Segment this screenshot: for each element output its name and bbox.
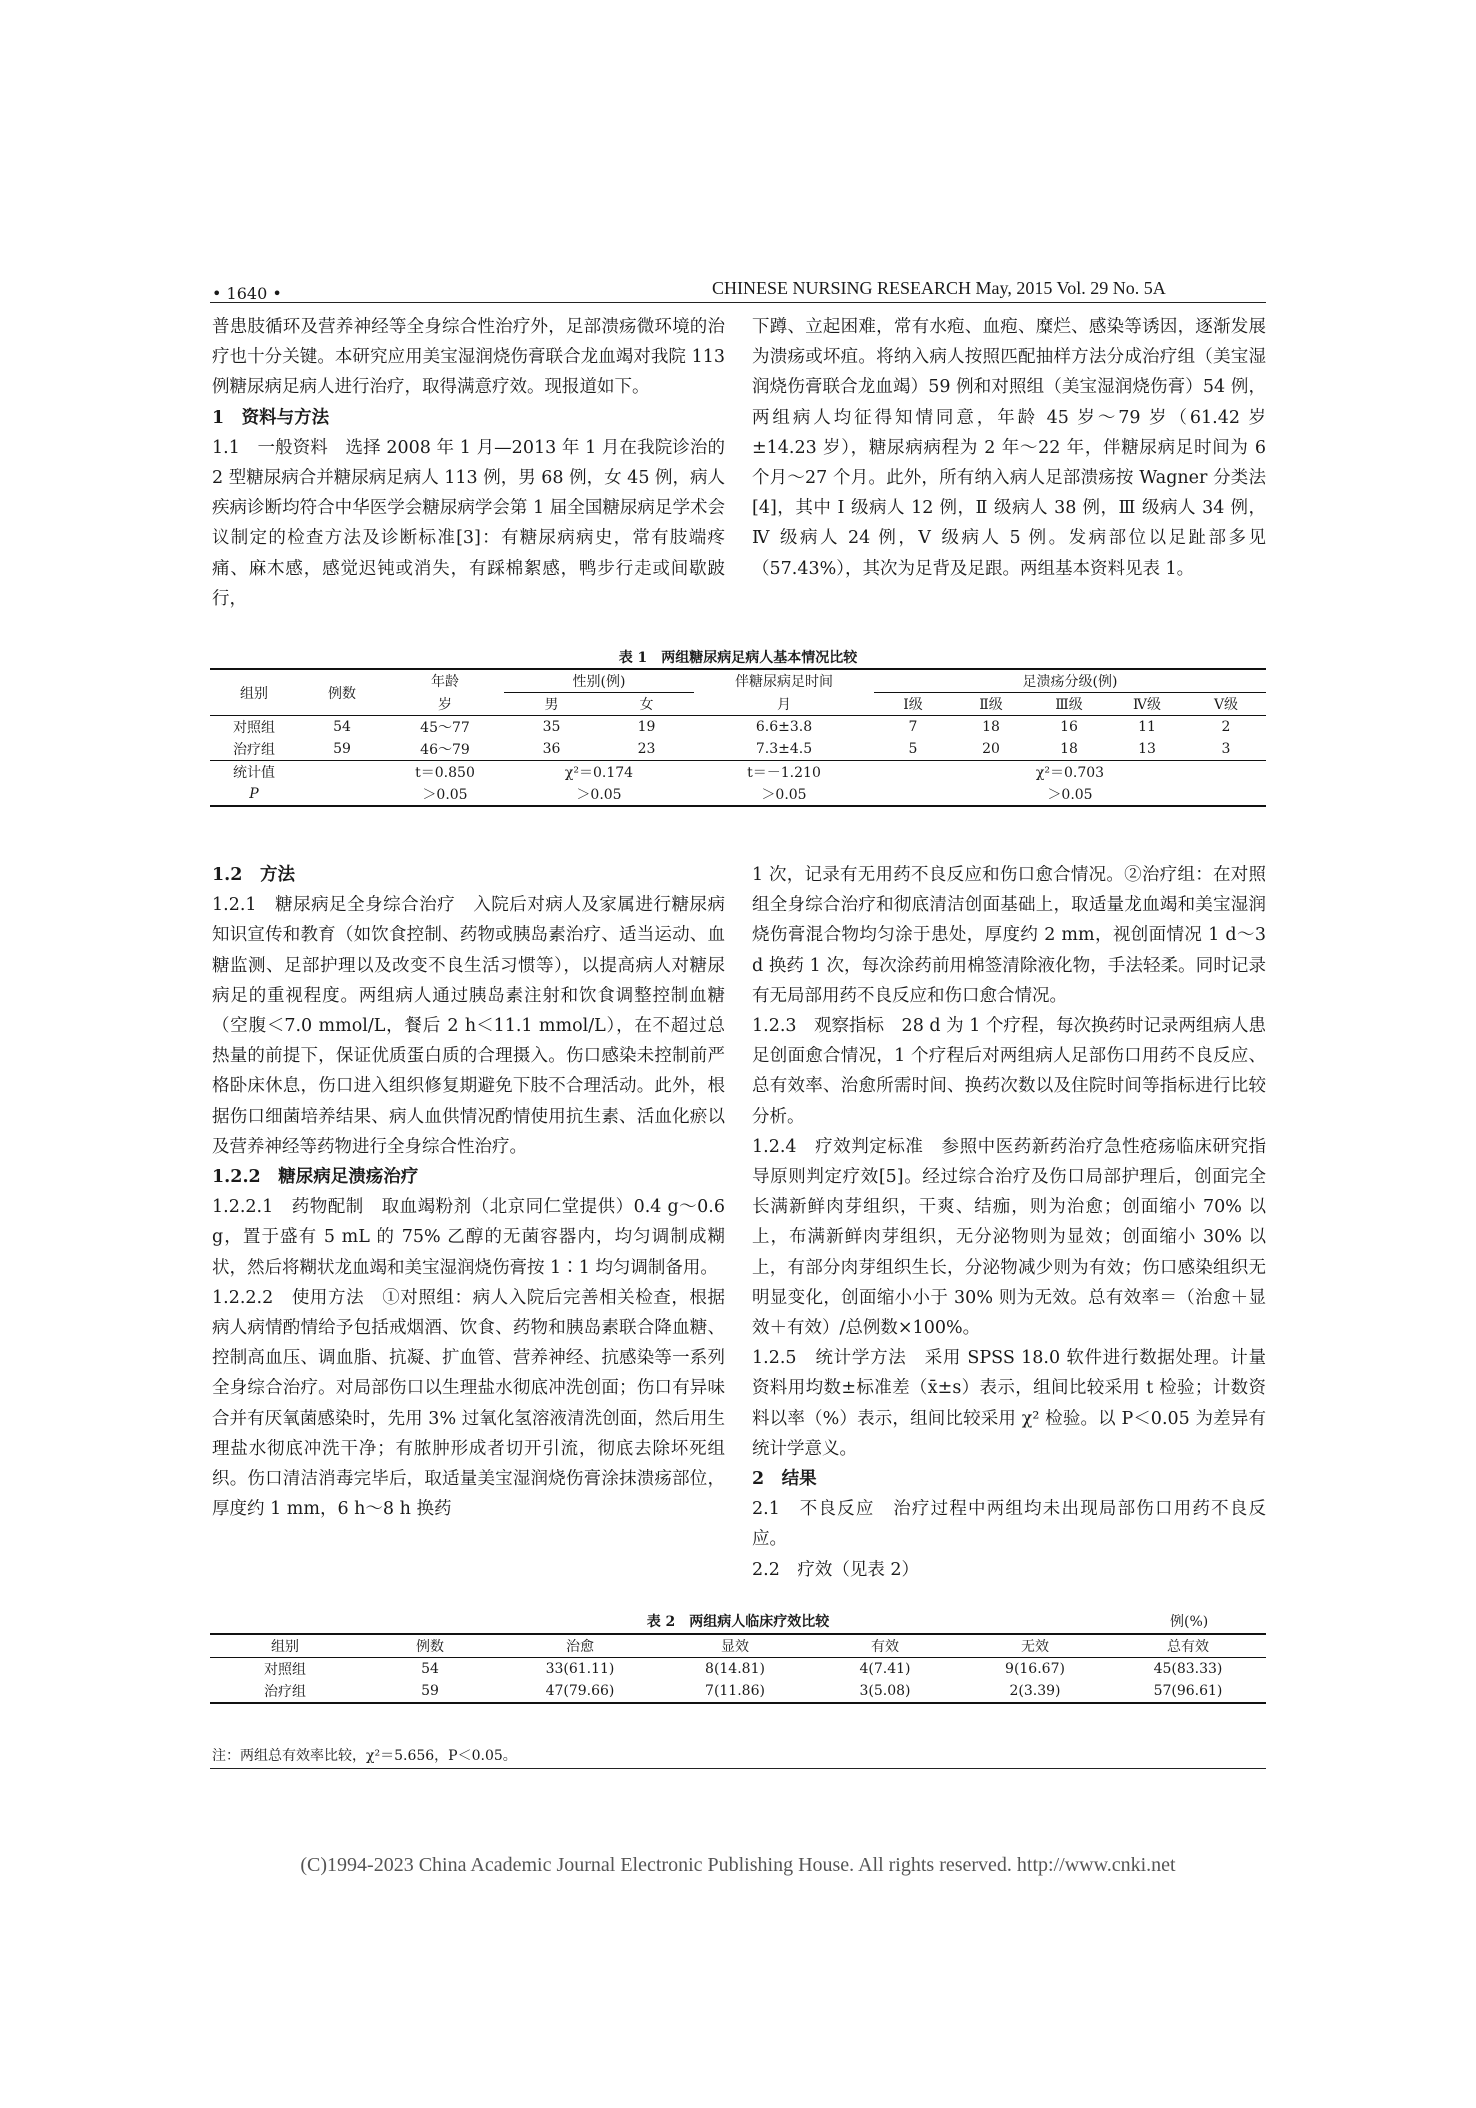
table2-caption: 表 2 两组病人临床疗效比较 (646, 1614, 830, 1630)
paragraph-observation: 1.2.3 观察指标 28 d 为 1 个疗程，每次换药时记录两组病人患足创面愈合情况，1 个疗程后对两组病人足部伤口用药不良反应、总有效率、治愈所需时间、换药次数以及住院时间等指标进行比较分析。 (752, 1016, 1266, 1127)
t2-header-total: 总有效 (1167, 1639, 1209, 1655)
table-cell: ＞0.05 (576, 787, 622, 803)
table-cell: t＝－1.210 (747, 765, 821, 781)
paragraph-efficacy: 2.2 疗效（见表 2） (752, 1559, 920, 1580)
table-cell: ＞0.05 (761, 787, 807, 803)
table-cell: 2(3.39) (1009, 1683, 1061, 1699)
t1-header-g3: Ⅲ级 (1055, 697, 1083, 713)
table-cell: 7 (908, 719, 918, 735)
table-cell: 6.6±3.8 (755, 719, 813, 735)
table-cell: 16 (1060, 719, 1078, 735)
left-column-mid (212, 860, 725, 1524)
table-cell: 对照组 (264, 1662, 306, 1678)
t2-header-n: 例数 (416, 1639, 444, 1655)
table-cell: χ²＝0.703 (1035, 765, 1105, 781)
table-cell: 20 (982, 741, 1000, 757)
table-cell: 46～79 (420, 742, 470, 758)
section-heading-results: 2 结果 (752, 1469, 817, 1490)
table-cell: 对照组 (233, 720, 275, 736)
table-cell: 治疗组 (233, 742, 275, 758)
paragraph-adverse: 2.1 不良反应 治疗过程中两组均未出现局部伤口用药不良反应。 (752, 1499, 1266, 1550)
right-column-top (752, 312, 1266, 584)
t2-header-effective: 有效 (871, 1639, 899, 1655)
table-cell: 18 (1060, 741, 1078, 757)
t2-header-invalid: 无效 (1021, 1639, 1049, 1655)
table-cell: 33(61.11) (545, 1661, 615, 1677)
paragraph-treatment-group: 1 次，记录有无用药不良反应和伤口愈合情况。②治疗组：在对照组全身综合治疗和彻底清洁创面基础上，取适量龙血竭和美宝湿润烧伤膏混合物均匀涂于患处，厚度约 2 mm，视创面情况 1 d～3 d 换药 1 次，每次涂药前用棉签清除液化物，手法轻柔。同时记录有无局部用药不良反应和伤口愈合情况。 (752, 865, 1266, 1006)
t2-header-cured: 治愈 (566, 1639, 594, 1655)
table-row-p (210, 783, 1266, 806)
paragraph-efficacy-criteria: 1.2.4 疗效判定标准 参照中医药新药治疗急性疮疡临床研究指导原则判定疗效[5]。经过综合治疗及伤口局部护理后，创面完全长满新鲜肉芽组织，干爽、结痂，则为治愈；创面缩小 70% 以上，布满新鲜肉芽组织，无分泌物则为显效；创面缩小 30% 以上，有部分肉芽组织生长，分泌物减少则为有效；伤口感染组织无明显变化，创面缩小小于 30% 则为无效。总有效率＝（治愈＋显效＋有效）/总例数×100%。 (752, 1136, 1266, 1339)
table-cell: 3(5.08) (859, 1683, 911, 1699)
table-cell: ＞0.05 (422, 787, 468, 803)
t1-header-age-unit: 岁 (438, 696, 452, 713)
paragraph-systemic-treatment: 1.2.1 糖尿病足全身综合治疗 入院后对病人及家属进行糖尿病知识宣传和教育（如饮食控制、药物或胰岛素治疗、适当运动、血糖监测、足部护理以及改变不良生活习惯等），以提高病人对糖尿病足的重视程度。两组病人通过胰岛素注射和饮食调整控制血糖（空腹＜7.0 mmol/L，餐后 2 h＜11.1 mmol/L），在不超过总热量的前提下，保证优质蛋白质的合理摄入。伤口感染未控制前严格卧床休息，伤口进入组织修复期避免下肢不合理活动。此外，根据伤口细菌培养结果、病人血供情况酌情使用抗生素、活血化瘀以及营养神经等药物进行全身综合性治疗。 (212, 895, 725, 1157)
table-cell: 23 (637, 741, 656, 757)
table-row-stat (210, 761, 1266, 784)
copyright-footer: (C)1994-2023 China Academic Journal Electronic Publishing House. All rights reserved. http://www.cnki.net (300, 1854, 1176, 1876)
t1-header-g5: Ⅴ级 (1213, 697, 1239, 713)
table-cell: 3 (1221, 741, 1231, 757)
t1-header-sex: 性别(例) (504, 669, 694, 693)
t1-header-group: 组别 (210, 669, 298, 716)
t1-header-male: 男 (544, 697, 559, 713)
t1-header-n: 例数 (298, 669, 386, 716)
table-cell: 4(7.41) (859, 1661, 911, 1677)
table-row (210, 1680, 1266, 1703)
grouping-paragraph: 下蹲、立起困难，常有水疱、血疱、糜烂、感染等诱因，逐渐发展为溃疡或坏疽。将纳入病人按照匹配抽样方法分成治疗组（美宝湿润烧伤膏联合龙血竭）59 例和对照组（美宝湿润烧伤膏）54 例，两组病人均征得知情同意，年龄 45 岁～79 岁（61.42 岁±14.23 岁），糖尿病病程为 2 年～22 年，伴糖尿病足时间为 6 个月～27 个月。此外，所有纳入病人足部溃疡按 Wagner 分类法[4]，其中 Ⅰ 级病人 12 例，Ⅱ 级病人 38 例，Ⅲ 级病人 34 例，Ⅳ 级病人 24 例，Ⅴ 级病人 5 例。发病部位以足趾部多见（57.43%），其次为足背及足跟。两组基本资料见表 1。 (752, 317, 1266, 579)
t1-header-duration-unit: 月 (777, 696, 791, 713)
table-cell: 19 (637, 719, 656, 735)
general-data-paragraph: 1.1 一般资料 选择 2008 年 1 月—2013 年 1 月在我院诊治的 2 型糖尿病合并糖尿病足病人 113 例，男 68 例，女 45 例，病人疾病诊断均符合中华医学会糖尿病学会第 1 届全国糖尿病足学术会议制定的检查方法及诊断标准[3]：有糖尿病病史，常有肢端疼痛、麻木感，感觉迟钝或消失，有踩棉絮感，鸭步行走或间歇跛行， (212, 437, 726, 609)
table-cell: 7(11.86) (705, 1683, 765, 1699)
table-cell: 59 (333, 741, 351, 757)
table-cell: 9(16.67) (1005, 1661, 1065, 1677)
table-row (210, 738, 1266, 761)
paragraph-usage: 1.2.2.2 使用方法 ①对照组：病人入院后完善相关检查，根据病人病情酌情给予包括戒烟酒、饮食、药物和胰岛素联合降血糖、控制高血压、调血脂、抗凝、扩血管、营养神经、抗感染等一系列全身综合治疗。对局部伤口以生理盐水彻底冲洗创面；伤口有异味合并有厌氧菌感染时，先用 3% 过氧化氢溶液清洗创面，然后用生理盐水彻底冲洗干净；有脓肿形成者切开引流，彻底去除坏死组织。伤口清洁消毒完毕后，取适量美宝湿润烧伤膏涂抹溃疡部位，厚度约 1 mm，6 h～8 h 换药 (212, 1287, 725, 1520)
t1-header-g1: Ⅰ级 (903, 697, 923, 713)
section-heading-methods: 1 资料与方法 (212, 407, 330, 428)
table-row (210, 1658, 1266, 1681)
journal-header: CHINESE NURSING RESEARCH May, 2015 Vol. 29 No. 5A (712, 278, 1166, 298)
table2 (210, 1633, 1266, 1704)
table-cell: 5 (908, 741, 918, 757)
table2-unit: 例(%) (1170, 1614, 1209, 1630)
intro-paragraph: 普患肢循环及营养神经等全身综合性治疗外，足部溃疡微环境的治疗也十分关键。本研究应用美宝湿润烧伤膏联合龙血竭对我院 113 例糖尿病足病人进行治疗，取得满意疗效。现报道如下。 (212, 317, 725, 398)
table2-note: 注：两组总有效率比较，χ²＝5.656，P＜0.05。 (212, 1748, 517, 1764)
table-cell: P (249, 786, 259, 802)
left-column-top (212, 312, 725, 614)
t1-header-grade: 足溃疡分级(例) (874, 669, 1266, 693)
table-cell: 8(14.81) (705, 1661, 765, 1677)
table-header-row (210, 1634, 1266, 1658)
table-cell: 45(83.33) (1153, 1661, 1223, 1677)
subsection-heading-ulcer: 1.2.2 糖尿病足溃疡治疗 (212, 1167, 419, 1188)
page-number: • 1640 • (212, 284, 282, 303)
table-cell: 36 (542, 741, 561, 757)
table-cell: 45～77 (420, 720, 470, 736)
t1-header-female: 女 (639, 697, 654, 713)
table-cell: 13 (1138, 741, 1156, 757)
t1-header-g2: Ⅱ级 (979, 697, 1003, 713)
table-row (210, 716, 1266, 739)
note-rule (210, 1768, 1266, 1769)
table-cell: 54 (421, 1661, 439, 1677)
t1-header-g4: Ⅳ级 (1133, 697, 1161, 713)
table-cell: 18 (982, 719, 1000, 735)
paragraph-statistics: 1.2.5 统计学方法 采用 SPSS 18.0 软件进行数据处理。计量资料用均数±标准差（x̄±s）表示，组间比较采用 t 检验；计数资料以率（%）表示，组间比较采用 χ² 检验。以 P＜0.05 为差异有统计学意义。 (752, 1348, 1266, 1459)
table-cell: 57(96.61) (1153, 1683, 1223, 1699)
table-cell: 治疗组 (264, 1684, 306, 1700)
subsection-heading-method: 1.2 方法 (212, 865, 295, 885)
table-cell: 59 (421, 1683, 439, 1699)
table-cell: 47(79.66) (545, 1683, 615, 1699)
table1-caption: 表 1 两组糖尿病足病人基本情况比较 (618, 650, 858, 666)
table1 (210, 668, 1266, 807)
table-cell: ＞0.05 (1047, 787, 1093, 803)
right-column-mid (752, 860, 1266, 1585)
table-cell: χ²＝0.174 (564, 765, 634, 781)
t2-header-marked: 显效 (721, 1639, 749, 1655)
table-cell: 54 (333, 719, 351, 735)
table-cell: 统计值 (233, 765, 275, 781)
header-rule (210, 302, 1266, 303)
t1-header-duration: 伴糖尿病足时间 (735, 674, 833, 691)
t2-header-group: 组别 (271, 1639, 299, 1655)
table-cell: 2 (1221, 719, 1231, 735)
table-cell: 11 (1138, 719, 1156, 735)
table-cell: 35 (542, 719, 561, 735)
table-cell: t＝0.850 (415, 765, 475, 781)
paragraph-drug-preparation: 1.2.2.1 药物配制 取血竭粉剂（北京同仁堂提供）0.4 g～0.6 g，置于盛有 5 mL 的 75% 乙醇的无菌容器内，均匀调制成糊状，然后将糊状龙血竭和美宝湿润烧伤膏按 1∶1 均匀调制备用。 (212, 1197, 725, 1278)
t1-header-age: 年龄 (431, 674, 459, 691)
table-cell: 7.3±4.5 (755, 741, 813, 757)
